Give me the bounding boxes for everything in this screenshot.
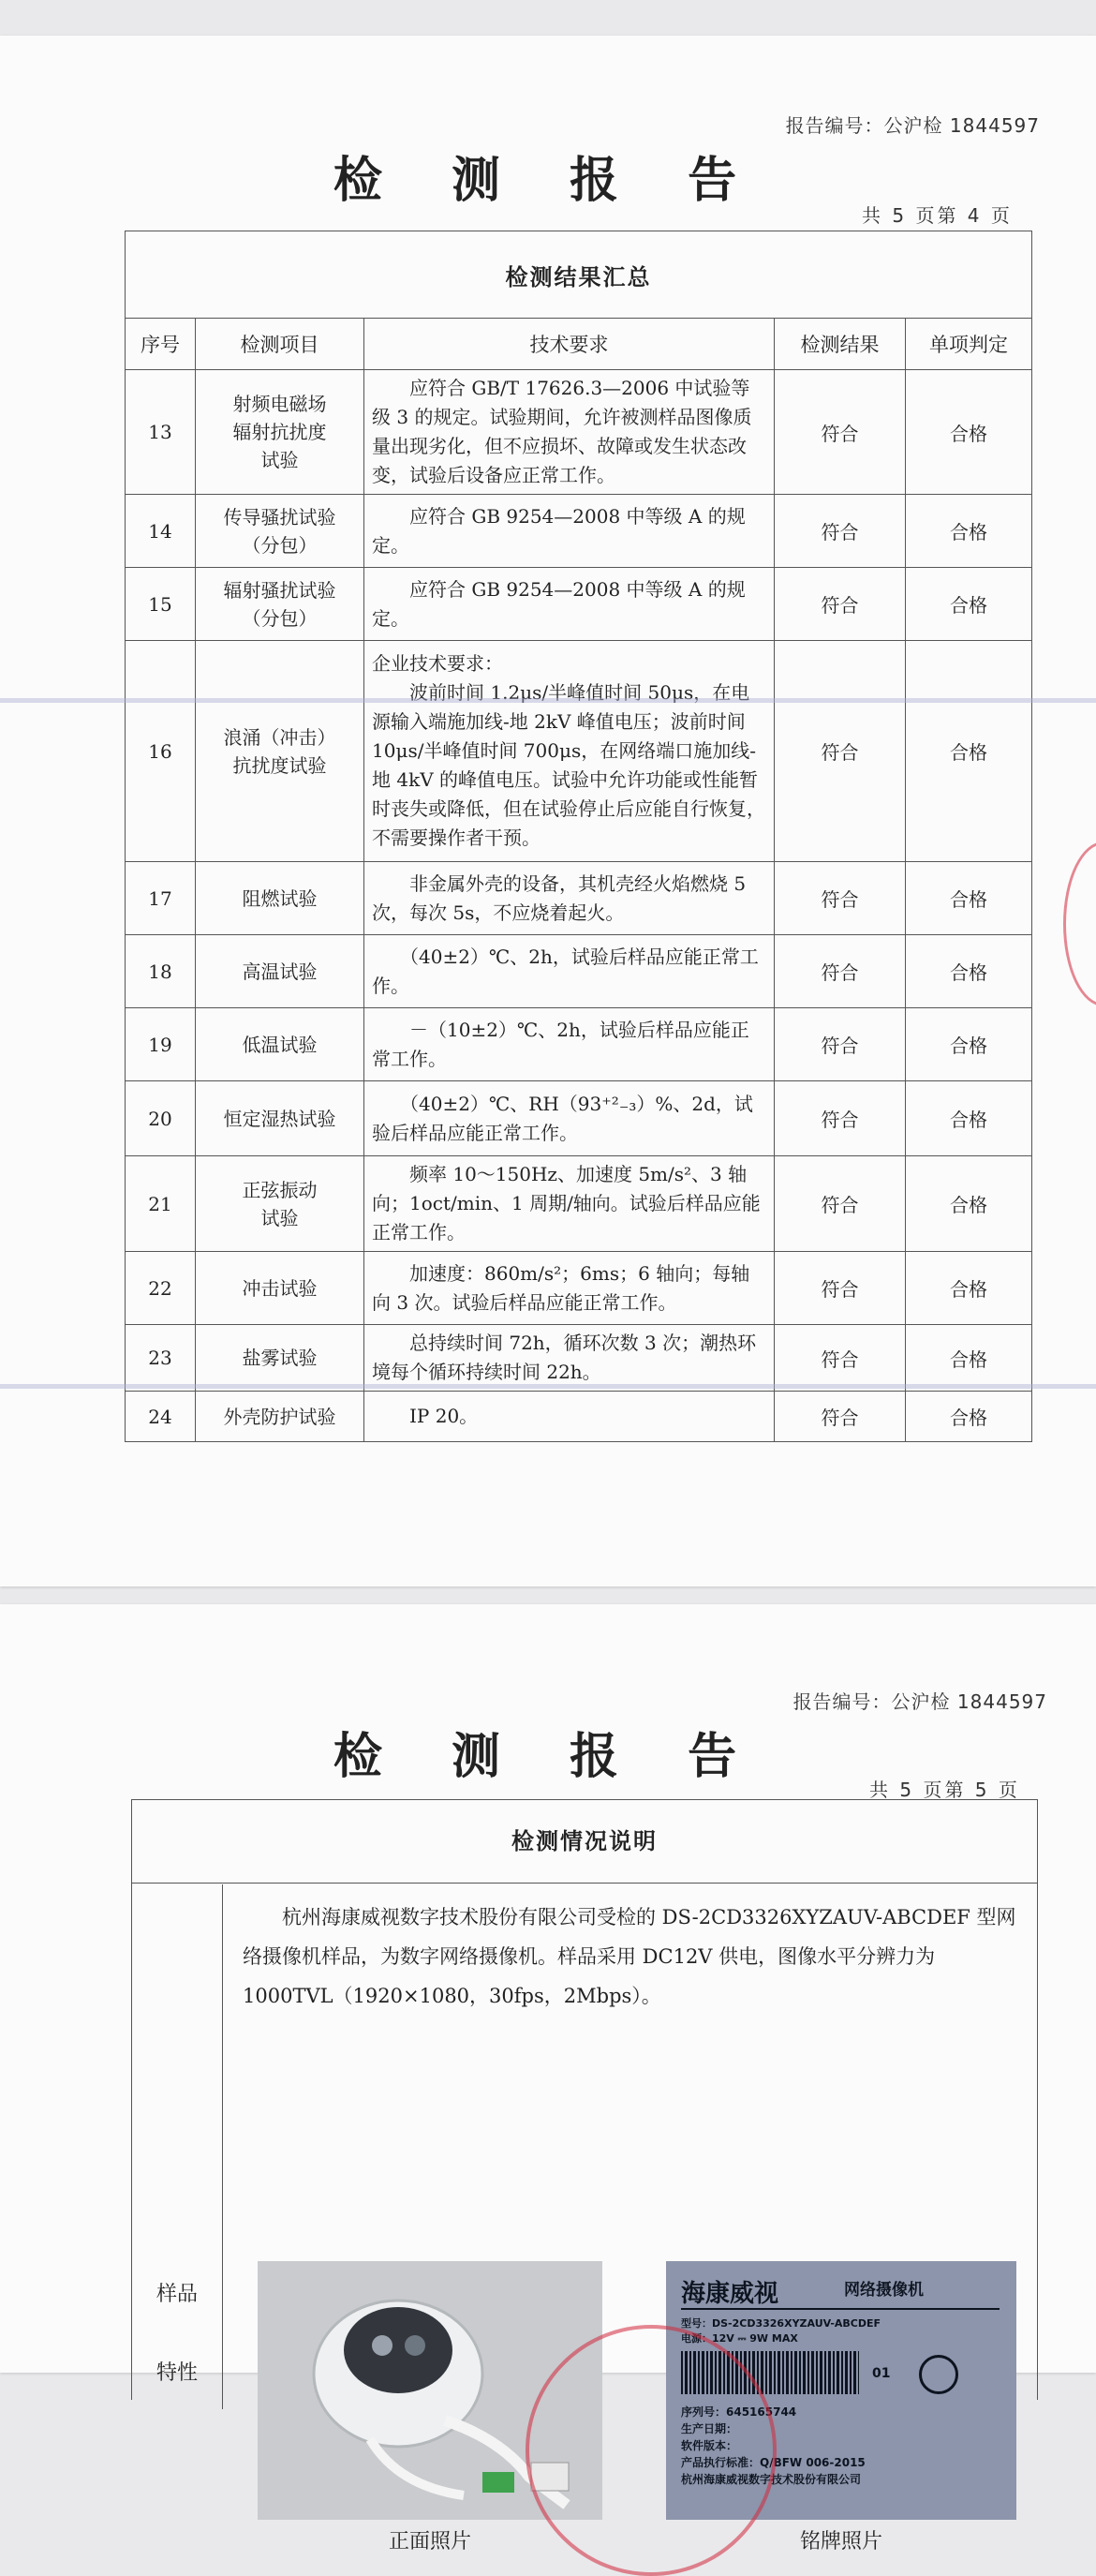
item-verdict: 合格	[906, 568, 1032, 641]
official-seal-stamp	[526, 2325, 777, 2576]
test-item: 射频电磁场 辐射抗扰度 试验	[196, 370, 364, 495]
test-result: 符合	[775, 1325, 906, 1392]
test-item: 高温试验	[196, 935, 364, 1008]
test-result: 符合	[775, 1156, 906, 1252]
test-item: 外壳防护试验	[196, 1392, 364, 1442]
table-header-row	[126, 319, 1032, 370]
item-verdict: 合格	[906, 1325, 1032, 1392]
item-verdict: 合格	[906, 370, 1032, 495]
scan-artifact	[0, 698, 1096, 703]
table-row	[126, 1392, 1032, 1442]
item-verdict: 合格	[906, 1008, 1032, 1081]
test-result: 符合	[775, 641, 906, 862]
report-page-4	[0, 36, 1096, 1586]
test-item: 盐雾试验	[196, 1325, 364, 1392]
page-count: 共 5 页第 4 页	[862, 204, 1013, 227]
scan-artifact	[0, 1384, 1096, 1389]
item-verdict: 合格	[906, 1252, 1032, 1325]
left-label-column	[132, 1884, 223, 2409]
test-result: 符合	[775, 495, 906, 568]
row-number: 19	[126, 1008, 196, 1081]
table-row	[126, 568, 1032, 641]
technical-requirement: 频率 10～150Hz、加速度 5m/s²、3 轴向；1oct/min、1 周期/轴向。试验后样品应能正常工作。	[364, 1156, 775, 1252]
report-page-5	[0, 1604, 1096, 2554]
test-item: 恒定湿热试验	[196, 1081, 364, 1156]
technical-requirement: 总持续时间 72h，循环次数 3 次；潮热环境每个循环持续时间 22h。	[364, 1325, 775, 1392]
table-row	[126, 1325, 1032, 1392]
technical-requirement: （40±2）℃、2h，试验后样品应能正常工作。	[364, 935, 775, 1008]
row-number: 17	[126, 862, 196, 935]
test-result: 符合	[775, 1008, 906, 1081]
report-number: 报告编号：公沪检 1844597	[792, 1690, 1047, 1713]
nameplate-standard: 产品执行标准：Q/BFW 006-2015	[681, 2456, 866, 2469]
nameplate-date: 生产日期：	[681, 2422, 738, 2435]
test-result: 符合	[775, 1392, 906, 1442]
row-number: 16	[126, 641, 196, 862]
row-number: 18	[126, 935, 196, 1008]
test-item: 低温试验	[196, 1008, 364, 1081]
technical-requirement: （40±2）℃、RH（93⁺²₋₃）%、2d，试验后样品应能正常工作。	[364, 1081, 775, 1156]
test-result: 符合	[775, 935, 906, 1008]
table-row	[126, 370, 1032, 495]
test-item: 辐射骚扰试验 （分包）	[196, 568, 364, 641]
test-item: 阻燃试验	[196, 862, 364, 935]
row-number: 24	[126, 1392, 196, 1442]
sample-description: 杭州海康威视数字技术股份有限公司受检的 DS-2CD3326XYZAUV-ABCDEF 型网络摄像机样品，为数字网络摄像机。样品采用 DC12V 供电，图像水平分辨力为 1000TVL（1920×1080，30fps，2Mbps）。	[243, 1906, 1016, 2007]
section-caption: 检测情况说明	[132, 1800, 1037, 1884]
table-row	[126, 1156, 1032, 1252]
column-header: 技术要求	[364, 319, 775, 370]
technical-requirement: 加速度：860m/s²；6ms；6 轴向；每轴向 3 次。试验后样品应能正常工作。	[364, 1252, 775, 1325]
label-characteristics: 特性	[156, 2361, 198, 2385]
nameplate-photo-caption: 铭牌照片	[799, 2530, 882, 2554]
nameplate-code: 01	[872, 2366, 891, 2381]
test-result: 符合	[775, 1081, 906, 1156]
front-photo-caption: 正面照片	[388, 2530, 471, 2554]
test-result: 符合	[775, 568, 906, 641]
table-row	[126, 862, 1032, 935]
report-title: 检 测 报 告	[333, 152, 763, 209]
inspection-notes-box	[131, 1799, 1038, 2554]
technical-requirement: 企业技术要求： 波前时间 1.2μs/半峰值时间 50μs，在电源输入端施加线-地 2kV 峰值电压；波前时间 10μs/半峰值时间 700μs，在网络端口施加线-地 4kV 的峰值电压。试验中允许功能或性能暂时丧失或降低，但在试验停止后应能自行恢复，不需要操作者干预。	[364, 641, 775, 862]
table-row	[126, 1008, 1032, 1081]
column-header: 检测项目	[196, 319, 364, 370]
column-header: 单项判定	[906, 319, 1032, 370]
technical-requirement: －（10±2）℃、2h，试验后样品应能正常工作。	[364, 1008, 775, 1081]
row-number: 13	[126, 370, 196, 495]
table-row	[126, 1081, 1032, 1156]
label-sample: 样品	[156, 2283, 198, 2306]
item-verdict: 合格	[906, 1081, 1032, 1156]
nameplate-brand: 海康威视	[681, 2280, 779, 2308]
item-verdict: 合格	[906, 1156, 1032, 1252]
table-row	[126, 935, 1032, 1008]
table-caption: 检测结果汇总	[126, 231, 1032, 319]
row-number: 21	[126, 1156, 196, 1252]
results-summary-table	[125, 231, 1032, 1442]
nameplate-maker: 杭州海康威视数字技术股份有限公司	[681, 2473, 862, 2486]
report-title: 检 测 报 告	[333, 1728, 763, 1785]
row-number: 15	[126, 568, 196, 641]
technical-requirement: IP 20。	[364, 1392, 775, 1442]
nameplate-software: 软件版本：	[681, 2439, 738, 2452]
row-number: 22	[126, 1252, 196, 1325]
nameplate-product: 网络摄像机	[844, 2281, 924, 2300]
technical-requirement: 应符合 GB 9254—2008 中等级 A 的规定。	[364, 568, 775, 641]
item-verdict: 合格	[906, 1392, 1032, 1442]
technical-requirement: 应符合 GB 9254—2008 中等级 A 的规定。	[364, 495, 775, 568]
table-row	[126, 495, 1032, 568]
row-number: 23	[126, 1325, 196, 1392]
test-item: 冲击试验	[196, 1252, 364, 1325]
test-item: 传导骚扰试验 （分包）	[196, 495, 364, 568]
nameplate-rule	[681, 2308, 1000, 2310]
technical-requirement: 非金属外壳的设备，其机壳经火焰燃烧 5 次，每次 5s，不应烧着起火。	[364, 862, 775, 935]
test-result: 符合	[775, 370, 906, 495]
test-result: 符合	[775, 1252, 906, 1325]
item-verdict: 合格	[906, 641, 1032, 862]
test-result: 符合	[775, 862, 906, 935]
seal-stamp-edge	[1063, 841, 1096, 1006]
column-header: 序号	[126, 319, 196, 370]
test-item: 正弦振动 试验	[196, 1156, 364, 1252]
column-header: 检测结果	[775, 319, 906, 370]
table-row	[126, 1252, 1032, 1325]
certification-icon	[919, 2355, 958, 2394]
nameplate-power: 电源：12V ⎓ 9W MAX	[681, 2332, 798, 2345]
table-body	[126, 370, 1032, 1442]
item-verdict: 合格	[906, 935, 1032, 1008]
row-number: 14	[126, 495, 196, 568]
nameplate-model: 型号：DS-2CD3326XYZAUV-ABCDEF	[681, 2317, 881, 2330]
page-count: 共 5 页第 5 页	[869, 1779, 1020, 1801]
technical-requirement: 应符合 GB/T 17626.3—2006 中试验等级 3 的规定。试验期间，允许被测样品图像质量出现劣化，但不应损坏、故障或发生状态改变，试验后设备应正常工作。	[364, 370, 775, 495]
test-item: 浪涌（冲击） 抗扰度试验	[196, 641, 364, 862]
report-number: 报告编号：公沪检 1844597	[785, 114, 1040, 137]
nameplate-serial: 序列号：645165744	[681, 2405, 797, 2419]
item-verdict: 合格	[906, 862, 1032, 935]
item-verdict: 合格	[906, 495, 1032, 568]
table-row	[126, 641, 1032, 862]
row-number: 20	[126, 1081, 196, 1156]
